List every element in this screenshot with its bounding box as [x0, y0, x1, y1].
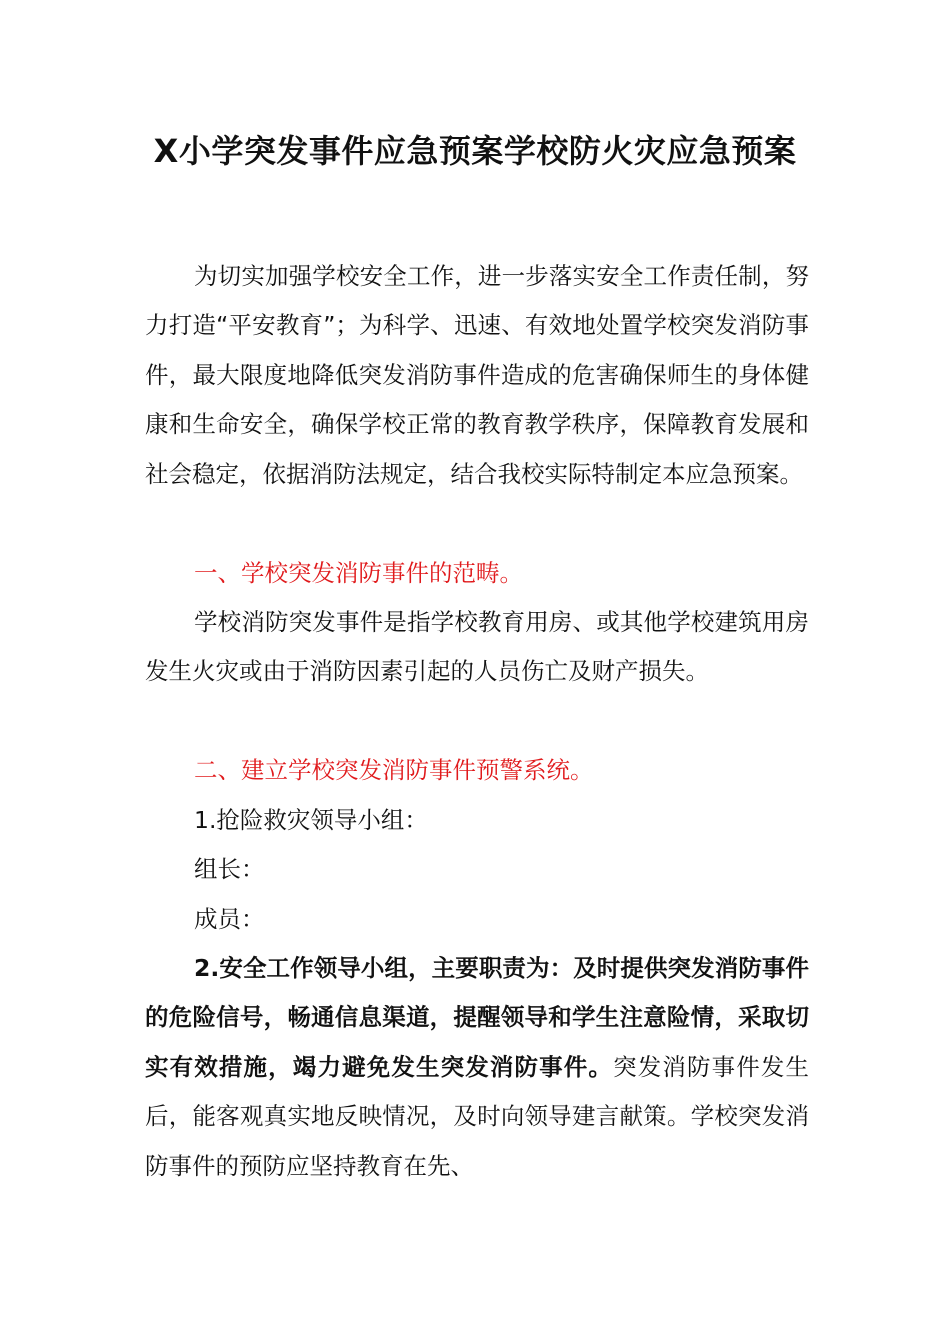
item1-line: 1.抢险救灾领导小组：: [194, 806, 428, 834]
intro-paragraph: 为切实加强学校安全工作，进一步落实安全工作责任制，努力打造“平安教育”；为科学、迅速、有效地处置学校突发消防事件，最大限度地降低突发消防事件造成的危害确保师生的身体健康和生命安全，确保学校正常的教育教学秩序，保障教育发展和社会稳定，依据消防法规定，结合我校实际特制定本应急预案。: [145, 262, 809, 488]
item2-normal-text: 突发消防事件发生后，能客观真实地反映情况，及时向领导建言献策。学校突发消防事件的预防应坚持教育在先、: [145, 1052, 810, 1180]
leader-line: 组长：: [194, 855, 265, 883]
item2-bold-text: 2.安全工作领导小组，主要职责为：及时提供突发消防事件的危险信号，畅通信息渠道，提醒领导和学生注意险情，采取切实有效措施，竭力避免发生突发消防事件。: [145, 954, 809, 1081]
section1-heading: 一、学校突发消防事件的范畴。: [194, 559, 523, 587]
section1-paragraph: 学校消防突发事件是指学校教育用房、或其他学校建筑用房发生火灾或由于消防因素引起的人员伤亡及财产损失。: [145, 608, 809, 686]
document-title: X小学突发事件应急预案学校防火灾应急预案: [153, 132, 797, 170]
members-line: 成员：: [194, 905, 265, 933]
item2-paragraph: [145, 944, 809, 1191]
section2-heading: 二、建立学校突发消防事件预警系统。: [194, 756, 594, 784]
